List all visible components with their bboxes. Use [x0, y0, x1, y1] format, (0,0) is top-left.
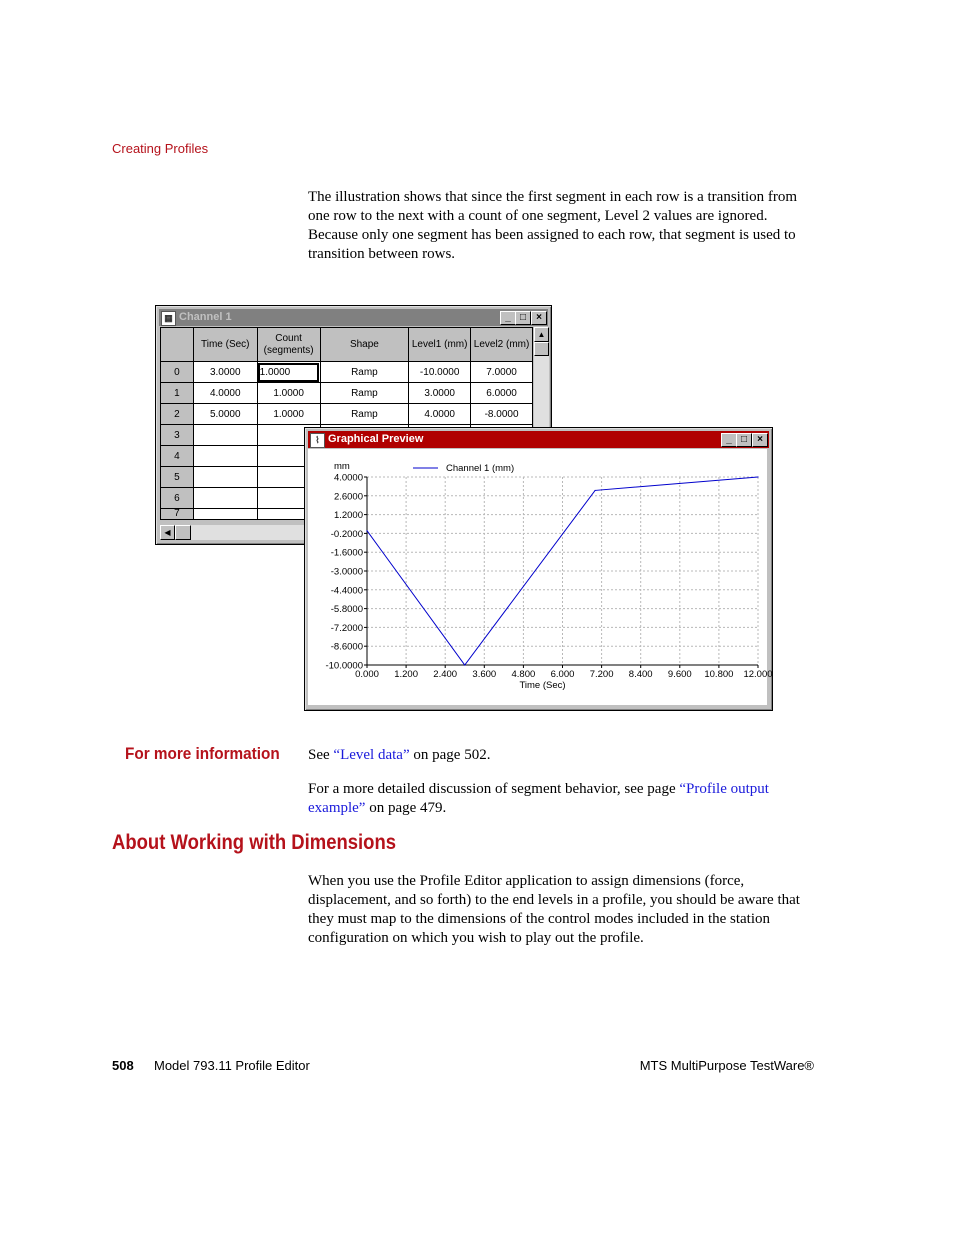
time-cell[interactable] [193, 446, 257, 467]
level2-cell[interactable]: 6.0000 [471, 383, 533, 404]
scroll-up-icon[interactable]: ▲ [534, 327, 549, 342]
running-header: Creating Profiles [112, 141, 209, 156]
shape-cell[interactable]: Ramp [320, 383, 409, 404]
row-header[interactable]: 3 [161, 425, 194, 446]
data-point [366, 530, 367, 531]
more-info-line2 [308, 780, 818, 818]
chart-app-icon: ⌇ [310, 433, 325, 448]
close-button[interactable]: × [752, 433, 768, 447]
x-axis-label: Time (Sec) [519, 680, 566, 691]
row-header[interactable]: 0 [161, 362, 194, 383]
x-tick-label: 2.400 [433, 669, 458, 680]
time-cell[interactable] [193, 467, 257, 488]
maximize-button[interactable]: □ [515, 311, 531, 325]
shape-cell[interactable]: Ramp [320, 362, 409, 383]
column-header[interactable]: Time (Sec) [193, 328, 257, 362]
time-cell[interactable] [193, 509, 257, 520]
row-header[interactable]: 5 [161, 467, 194, 488]
row-header[interactable]: 6 [161, 488, 194, 509]
x-tick-label: 1.200 [394, 669, 418, 680]
column-header[interactable]: Level1 (mm) [409, 328, 471, 362]
column-header[interactable]: Count (segments) [257, 328, 320, 362]
level-data-link[interactable]: “Level data” [333, 747, 410, 763]
more-info-text: on page 502. [409, 747, 491, 763]
y-tick-label: 1.2000 [333, 510, 363, 522]
column-header[interactable]: Shape [320, 328, 409, 362]
preview-title: Graphical Preview [328, 433, 424, 445]
shape-cell[interactable]: Ramp [320, 404, 409, 425]
corner-header[interactable] [161, 328, 194, 362]
legend-label: Channel 1 (mm) [446, 463, 515, 474]
x-tick-label: 8.400 [628, 669, 653, 680]
x-tick-label: 0.000 [355, 669, 379, 680]
more-info-text: For a more detailed discussion of segment behavior, see page [308, 781, 680, 797]
x-tick-label: 10.800 [704, 669, 734, 680]
count-cell-selected[interactable]: 1.0000 [257, 362, 320, 383]
time-cell[interactable]: 5.0000 [193, 404, 257, 425]
more-info-text: See [308, 747, 334, 763]
minimize-button[interactable]: _ [500, 311, 516, 325]
line-chart [308, 449, 773, 705]
section-heading: About Working with Dimensions [112, 831, 397, 854]
x-tick-label: 9.600 [667, 669, 692, 680]
intro-paragraph: The illustration shows that since the first segment in each row is a transition from one row to the next with a count of one segment, Level 2 values are ignored. Because only one segment has been assigned to each row, that segment is used to transition between rows. [308, 189, 798, 262]
y-tick-label: -4.4000 [330, 585, 363, 597]
more-info-line1 [308, 746, 490, 765]
row-header[interactable]: 4 [161, 446, 194, 467]
scroll-left-icon[interactable]: ◀ [160, 525, 175, 540]
level1-cell[interactable]: 3.0000 [409, 383, 471, 404]
count-cell[interactable]: 1.0000 [257, 383, 320, 404]
channel-titlebar[interactable] [159, 309, 548, 326]
profile-output-link[interactable]: example” [308, 800, 366, 816]
time-cell[interactable]: 4.0000 [193, 383, 257, 404]
table-row [161, 362, 533, 383]
data-point [464, 664, 465, 665]
row-header[interactable]: 7 [161, 509, 194, 520]
level2-cell[interactable]: 7.0000 [471, 362, 533, 383]
close-button[interactable]: × [531, 311, 547, 325]
time-cell[interactable] [193, 425, 257, 446]
footer-product: MTS MultiPurpose TestWare® [639, 1058, 814, 1073]
x-tick-label: 7.200 [589, 669, 614, 680]
y-tick-label: 4.0000 [333, 472, 363, 484]
level1-cell[interactable]: 4.0000 [409, 404, 471, 425]
data-point [757, 476, 758, 477]
x-tick-label: 4.800 [511, 669, 536, 680]
count-cell[interactable]: 1.0000 [257, 404, 320, 425]
y-axis-label: mm [334, 461, 350, 472]
profile-output-link[interactable]: “Profile output [679, 781, 769, 797]
y-tick-label: 2.6000 [333, 491, 363, 503]
scroll-thumb[interactable] [534, 342, 549, 356]
y-tick-label: -0.2000 [330, 528, 363, 540]
column-header[interactable]: Level2 (mm) [471, 328, 533, 362]
time-cell[interactable]: 3.0000 [193, 362, 257, 383]
page-number: 508 [112, 1058, 134, 1073]
preview-window [304, 427, 773, 711]
table-row [161, 404, 533, 425]
preview-titlebar[interactable] [308, 431, 769, 448]
minimize-button[interactable]: _ [721, 433, 737, 447]
grid-app-icon: ▦ [161, 311, 176, 326]
channel-title: Channel 1 [179, 311, 232, 323]
time-cell[interactable] [193, 488, 257, 509]
y-tick-label: -10.0000 [325, 660, 363, 672]
footer-doc-title: Model 793.11 Profile Editor [154, 1058, 310, 1073]
y-tick-label: -8.6000 [330, 641, 363, 653]
x-tick-label: 6.000 [550, 669, 575, 680]
more-info-text: on page 479. [365, 800, 447, 816]
more-info-heading: For more information [125, 744, 280, 763]
dimensions-paragraph: When you use the Profile Editor application to assign dimensions (force, displacement, and so forth) to the end levels in a profile, you should be aware that they must map to the dimensions of the control modes included in the station configuration on which you wish to play out the profile. [308, 873, 800, 946]
maximize-button[interactable]: □ [736, 433, 752, 447]
y-tick-label: -3.0000 [330, 566, 363, 578]
data-point [594, 490, 595, 491]
y-tick-label: -1.6000 [330, 547, 363, 559]
x-tick-label: 3.600 [472, 669, 497, 680]
row-header[interactable]: 1 [161, 383, 194, 404]
level2-cell[interactable]: -8.0000 [471, 404, 533, 425]
x-tick-label: 12.000 [743, 669, 773, 680]
chart-area [308, 449, 773, 705]
level1-cell[interactable]: -10.0000 [409, 362, 471, 383]
row-header[interactable]: 2 [161, 404, 194, 425]
table-row [161, 383, 533, 404]
y-tick-label: -7.2000 [330, 622, 363, 634]
h-scroll-thumb[interactable] [175, 525, 191, 540]
y-tick-label: -5.8000 [330, 604, 363, 616]
